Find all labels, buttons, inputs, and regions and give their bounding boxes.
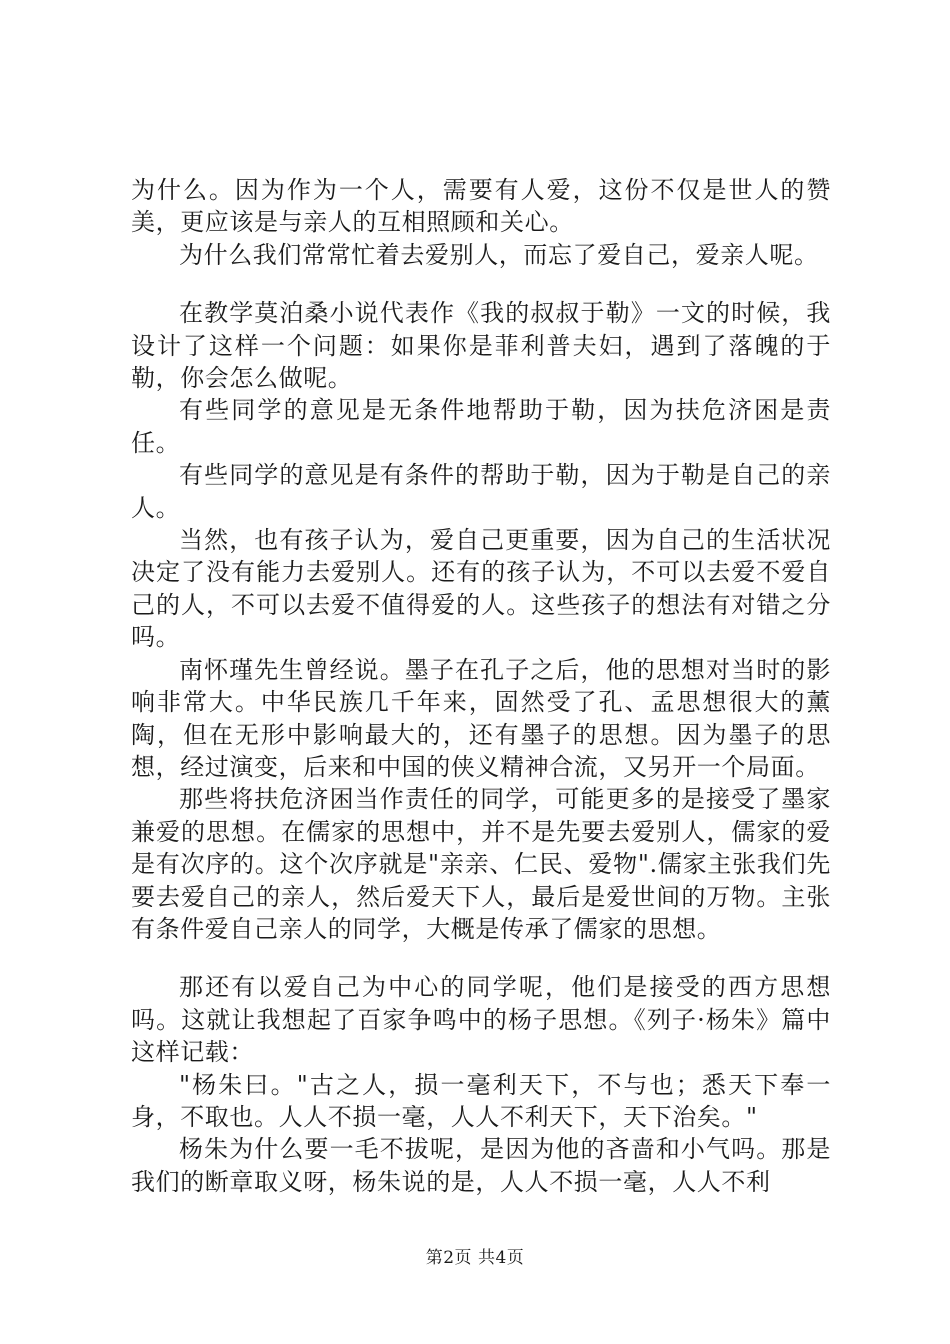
paragraph-3: 在教学莫泊桑小说代表作《我的叔叔于勒》一文的时候，我设计了这样一个问题：如果你是菲利普夫妇，遇到了落魄的于勒，你会怎么做呢。 (131, 299, 831, 393)
paragraph-11: 杨朱为什么要一毛不拔呢，是因为他的吝啬和小气吗。那是我们的断章取义呀，杨朱说的是，人人不损一毫，人人不利 (131, 1135, 831, 1196)
page-number-footer: 第2页 共4页 (425, 1248, 525, 1268)
paragraph-1: 为什么。因为作为一个人，需要有人爱，这份不仅是世人的赞美，更应该是与亲人的互相照顾和关心。 (131, 176, 831, 237)
paragraph-2: 为什么我们常常忙着去爱别人，而忘了爱自己，爱亲人呢。 (179, 240, 819, 269)
paragraph-8: 那些将扶危济困当作责任的同学，可能更多的是接受了墨家兼爱的思想。在儒家的思想中，并不是先要去爱别人，儒家的爱是有次序的。这个次序就是"亲亲、仁民、爱物".儒家主张我们先要去爱自己的亲人，然后爱天下人，最后是爱世间的万物。主张有条件爱自己亲人的同学，大概是传承了儒家的思想。 (131, 785, 831, 943)
paragraph-10: "杨朱曰。"古之人，损一毫利天下，不与也；悉天下奉一身，不取也。人人不损一毫，人人不利天下，天下治矣。" (131, 1070, 831, 1131)
paragraph-4: 有些同学的意见是无条件地帮助于勒，因为扶危济困是责任。 (131, 396, 831, 457)
paragraph-7: 南怀瑾先生曾经说。墨子在孔子之后，他的思想对当时的影响非常大。中华民族几千年来，固然受了孔、孟思想很大的薰陶，但在无形中影响最大的，还有墨子的思想。因为墨子的思想，经过演变，后来和中国的侠义精神合流，又另开一个局面。 (131, 655, 831, 781)
paragraph-9: 那还有以爱自己为中心的同学呢，他们是接受的西方思想吗。这就让我想起了百家争鸣中的杨子思想。《列子·杨朱》篇中这样记载： (131, 973, 831, 1067)
paragraph-5: 有些同学的意见是有条件的帮助于勒，因为于勒是自己的亲人。 (131, 461, 831, 522)
paragraph-6: 当然，也有孩子认为，爱自己更重要，因为自己的生活状况决定了没有能力去爱别人。还有的孩子认为，不可以去爱不爱自己的人，不可以去爱不值得爱的人。这些孩子的想法有对错之分吗。 (131, 526, 831, 652)
document-body (131, 174, 831, 1198)
